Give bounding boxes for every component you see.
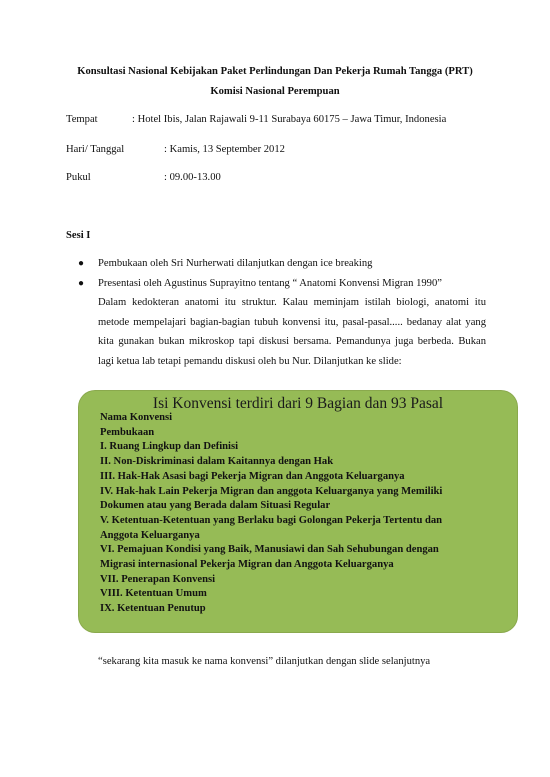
bullet-icon: ● — [78, 258, 85, 269]
meta-pukul — [66, 172, 221, 183]
session-heading: Sesi I — [66, 230, 91, 241]
list-item — [66, 274, 486, 294]
meta-pukul-label: Pukul — [66, 172, 91, 183]
list-item: IX. Ketentuan Penutup — [100, 603, 206, 615]
list-item: VII. Penerapan Konvensi — [100, 573, 216, 585]
meta-hari-value: : Kamis, 13 September 2012 — [164, 144, 285, 155]
document-title: Konsultasi Nasional Kebijakan Paket Perlindungan Dan Pekerja Rumah Tangga (PRT) — [77, 66, 473, 77]
list-item: V. Ketentuan-Ketentuan yang Berlaku bagi Golongan Pekerja Tertentu dan — [100, 514, 443, 526]
bullet-text: Pembukaan oleh Sri Nurherwati dilanjutkan dengan ice breaking — [98, 258, 373, 269]
list-item: VI. Pemajuan Kondisi yang Baik, Manusiawi dan Sah Sehubungan dengan — [100, 544, 439, 556]
list-item: Pembukaan — [100, 426, 155, 438]
meta-tempat — [66, 114, 446, 125]
document-subtitle: Komisi Nasional Perempuan — [210, 86, 340, 97]
list-item: IV. Hak-hak Lain Pekerja Migran dan anggota Keluarganya yang Memiliki — [100, 485, 443, 497]
meta-tempat-value: : Hotel Ibis, Jalan Rajawali 9-11 Surabaya 60175 – Jawa Timur, Indonesia — [132, 114, 447, 125]
closing-text: “sekarang kita masuk ke nama konvensi” dilanjutkan dengan slide selanjutnya — [98, 656, 431, 667]
list-item: Dokumen atau yang Berada dalam Situasi Regular — [100, 500, 331, 512]
list-item: I. Ruang Lingkup dan Definisi — [100, 441, 239, 453]
bullet-text: Presentasi oleh Agustinus Suprayitno tentang “ Anatomi Konvensi Migran 1990” — [98, 278, 442, 289]
bullet-icon: ● — [78, 278, 85, 289]
slide-item-list — [100, 411, 510, 617]
list-item: II. Non-Diskriminasi dalam Kaitannya dengan Hak — [100, 456, 334, 468]
list-item: Nama Konvensi — [100, 412, 173, 423]
meta-pukul-value: : 09.00-13.00 — [164, 172, 221, 183]
meta-hari-label: Hari/ Tanggal — [66, 144, 125, 155]
list-item: Anggota Keluarganya — [100, 529, 200, 541]
slide-box — [79, 391, 517, 632]
list-item: Migrasi internasional Pekerja Migran dan Anggota Keluarganya — [100, 559, 394, 571]
meta-tempat-label: Tempat — [66, 114, 98, 125]
list-item: III. Hak-Hak Asasi bagi Pekerja Migran dan Anggota Keluarganya — [100, 470, 405, 482]
paragraph-text: Dalam kedokteran anatomi itu struktur. Kalau meminjam istilah biologi, anatomi itu metode mempelajari bagian-bagian tubuh konvensi itu, pasal-pasal..... bedanay alat yang kita gunakan bukan mikroskop tapi diskusi bersama. Pemandunya juga berbeda. Bukan lagi ketua lab tetapi pemandu diskusi oleh bu Nur. Dilanjutkan ke slide: — [98, 297, 486, 368]
session-bullet-list — [66, 254, 486, 294]
list-item: VIII. Ketentuan Umum — [100, 588, 207, 600]
slide-title: Isi Konvensi terdiri dari 9 Bagian dan 93 Pasal — [152, 395, 444, 412]
meta-hari — [66, 144, 285, 155]
session-paragraph — [98, 293, 486, 372]
list-item — [66, 254, 486, 274]
